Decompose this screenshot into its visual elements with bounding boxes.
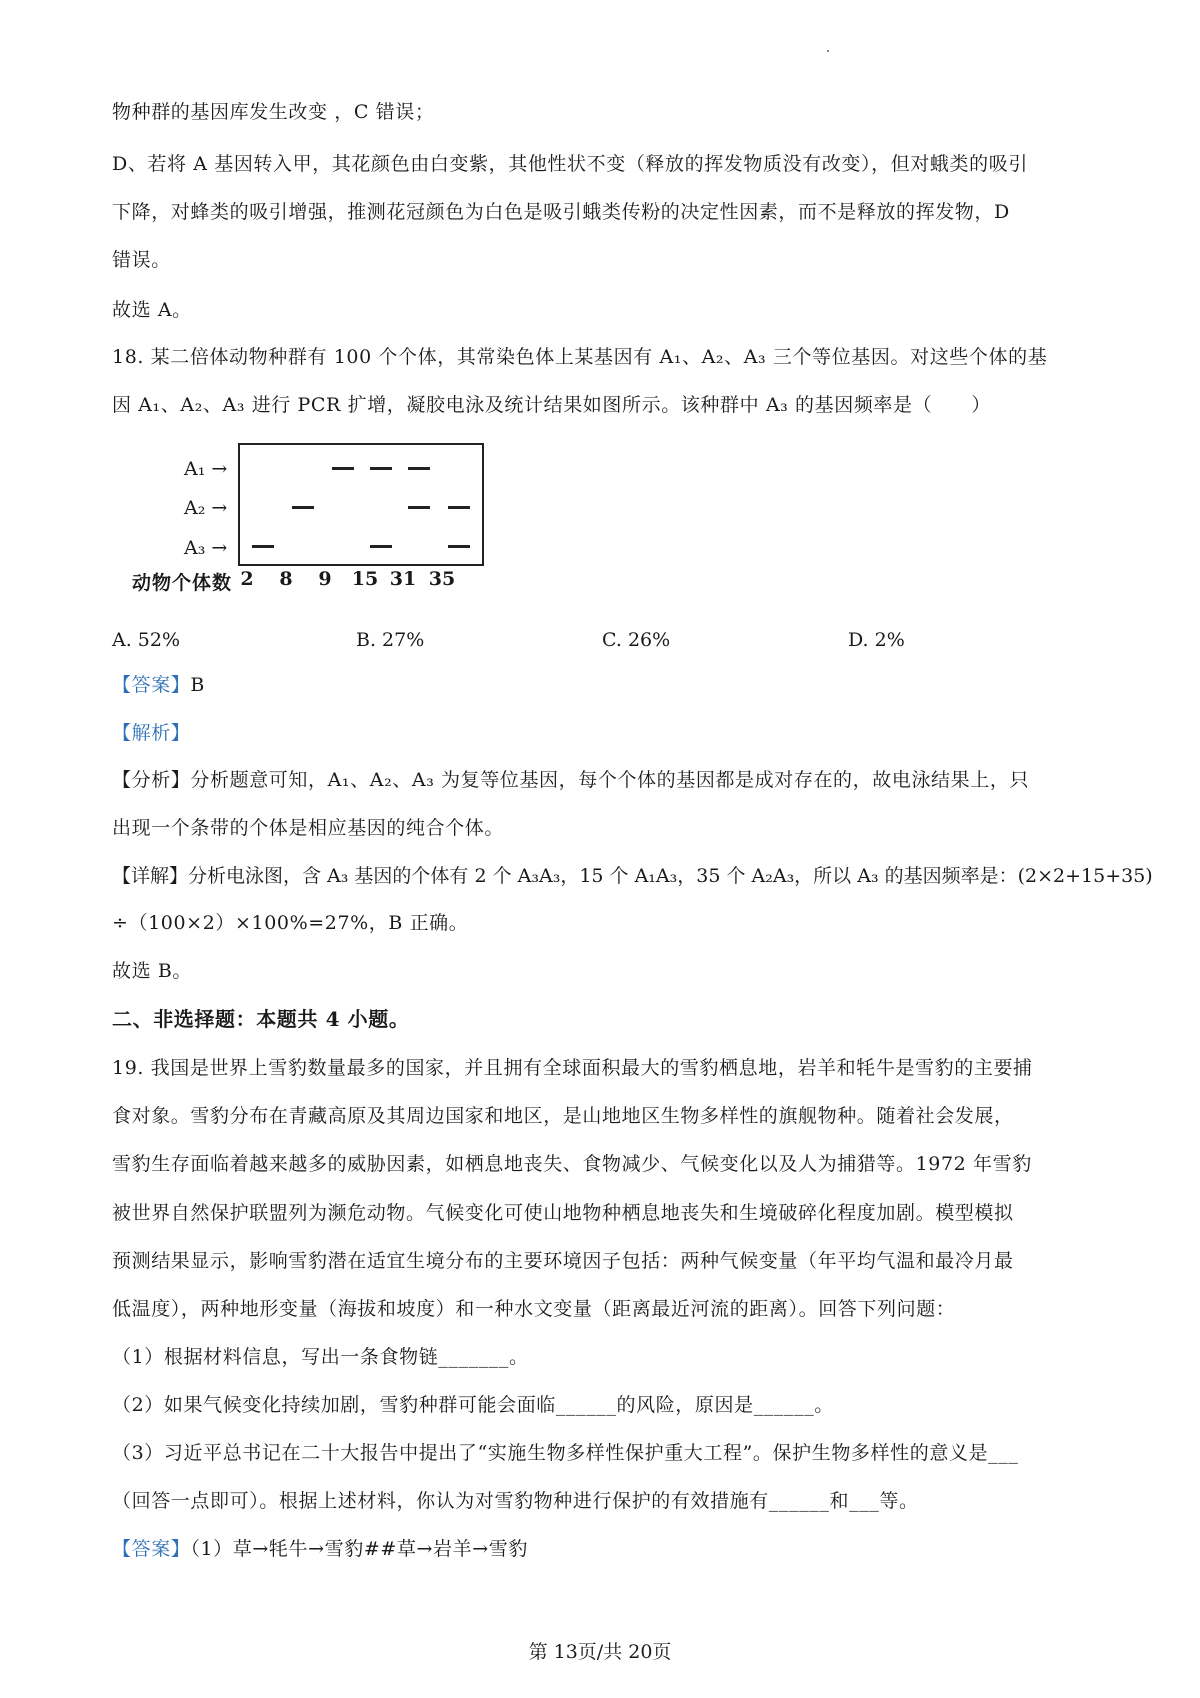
gel-count-lane-3: 9 xyxy=(318,568,332,590)
text-line: 物种群的基因库发生改变 ，C 错误； xyxy=(112,101,435,123)
row-label-a2: A₂ → xyxy=(184,497,228,519)
question-19-part-3: （3）习近平总书记在二十大报告中提出了“实施生物多样性保护重大工程”。保护生物多样性的意义是___ xyxy=(112,1442,1019,1464)
question-19-line: 低温度），两种地形变量（海拔和坡度）和一种水文变量（距离最近河流的距离）。回答下列问题： xyxy=(112,1298,956,1320)
analysis-tag: 【解析】 xyxy=(112,722,191,744)
answer-tag: 【答案】 xyxy=(112,1538,191,1560)
gel-band-a3-lane-1 xyxy=(252,545,274,548)
detail-tag: 【详解】 xyxy=(112,865,189,887)
row-label-a1: A₁ → xyxy=(184,458,228,480)
gel-band-a2-lane-5 xyxy=(408,506,430,509)
analysis-text: 分析题意可知，A₁、A₂、A₃ 为复等位基因，每个个体的基因都是成对存在的，故电泳结果上，只 xyxy=(190,769,1030,791)
section-heading: 二、非选择题：本题共 4 小题。 xyxy=(112,1007,410,1031)
text-line: D、若将 A 基因转入甲，其花颜色由白变紫，其他性状不变（释放的挥发物质没有改变），但对蛾类的吸引 xyxy=(112,153,1028,175)
analysis-heading xyxy=(112,721,190,745)
detail-text: 分析电泳图，含 A₃ 基因的个体有 2 个 A₃A₃，15 个 A₁A₃，35 个 A₂A₃，所以 A₃ 的基因频率是：(2×2+15+35) xyxy=(188,865,1153,887)
gel-band-a2-lane-6 xyxy=(448,506,470,509)
text-line: 下降，对蜂类的吸引增强，推测花冠颜色为白色是吸引蛾类传粉的决定性因素，而不是释放的挥发物，D xyxy=(112,201,1010,223)
page-footer: 第 13页/共 20页 xyxy=(528,1641,672,1663)
question-19-part-3-cont: （回答一点即可）。根据上述材料，你认为对雪豹物种进行保护的有效措施有______和___等。 xyxy=(112,1490,919,1512)
gel-band-a3-lane-4 xyxy=(370,545,392,548)
answer-value: B xyxy=(190,674,205,696)
analysis-line-2: 出现一个条带的个体是相应基因的纯合个体。 xyxy=(112,817,505,839)
question-19-line: 食对象。雪豹分布在青藏高原及其周边国家和地区，是山地地区生物多样性的旗舰物种。随着社会发展， xyxy=(112,1105,1014,1127)
question-19-line: 19. 我国是世界上雪豹数量最多的国家，并且拥有全球面积最大的雪豹栖息地，岩羊和牦牛是雪豹的主要捕 xyxy=(112,1057,1033,1079)
question-19-line: 被世界自然保护联盟列为濒危动物。气候变化可使山地物种栖息地丧失和生境破碎化程度加剧。模型模拟 xyxy=(112,1202,1014,1224)
option-b: B. 27% xyxy=(356,629,425,651)
answer-tag: 【答案】 xyxy=(112,674,191,696)
text-line: 故选 A。 xyxy=(112,299,192,321)
question-19-line: 预测结果显示，影响雪豹潜在适宜生境分布的主要环境因子包括：两种气候变量（年平均气温和最冷月最 xyxy=(112,1250,1014,1272)
option-c: C. 26% xyxy=(602,629,671,651)
question-19-part-1: （1）根据材料信息，写出一条食物链_______。 xyxy=(112,1346,529,1368)
gel-box xyxy=(238,443,484,566)
gel-count-lane-2: 8 xyxy=(279,568,293,590)
detail-line-3: 故选 B。 xyxy=(112,960,193,982)
question-18-line-2: 因 A₁、A₂、A₃ 进行 PCR 扩增，凝胶电泳及统计结果如图所示。该种群中 A₃ 的基因频率是（ ） xyxy=(112,394,992,416)
text-line: 错误。 xyxy=(112,249,171,271)
gel-axis-title: 动物个体数 xyxy=(132,572,233,594)
answer-18 xyxy=(112,673,205,697)
detail-line-2: ÷（100×2）×100%=27%，B 正确。 xyxy=(112,912,469,934)
option-a: A. 52% xyxy=(112,629,181,651)
question-18-line-1: 18. 某二倍体动物种群有 100 个个体，其常染色体上某基因有 A₁、A₂、A₃ 三个等位基因。对这些个体的基 xyxy=(112,346,1048,368)
gel-band-a1-lane-3 xyxy=(332,467,354,470)
gel-band-a3-lane-6 xyxy=(448,545,470,548)
option-d: D. 2% xyxy=(848,629,905,651)
analysis-subtag: 【分析】 xyxy=(112,769,191,791)
gel-count-lane-1: 2 xyxy=(240,568,254,590)
question-19-part-2: （2）如果气候变化持续加剧，雪豹种群可能会面临______的风险，原因是______。 xyxy=(112,1394,834,1416)
detail-line-1 xyxy=(112,864,1153,888)
analysis-line-1 xyxy=(112,768,1029,792)
answer-value: （1）草→牦牛→雪豹##草→岩羊→雪豹 xyxy=(190,1538,528,1560)
answer-19 xyxy=(112,1537,528,1561)
question-19-line: 雪豹生存面临着越来越多的威胁因素，如栖息地丧失、食物减少、气候变化以及人为捕猎等。1972 年雪豹 xyxy=(112,1153,1032,1175)
gel-count-lane-5: 31 xyxy=(389,568,417,590)
gel-band-a2-lane-2 xyxy=(292,506,314,509)
gel-count-lane-6: 35 xyxy=(428,568,456,590)
scan-speck xyxy=(827,50,829,52)
gel-band-a1-lane-5 xyxy=(408,467,430,470)
gel-count-lane-4: 15 xyxy=(351,568,379,590)
gel-band-a1-lane-4 xyxy=(370,467,392,470)
row-label-a3: A₃ → xyxy=(184,537,228,559)
